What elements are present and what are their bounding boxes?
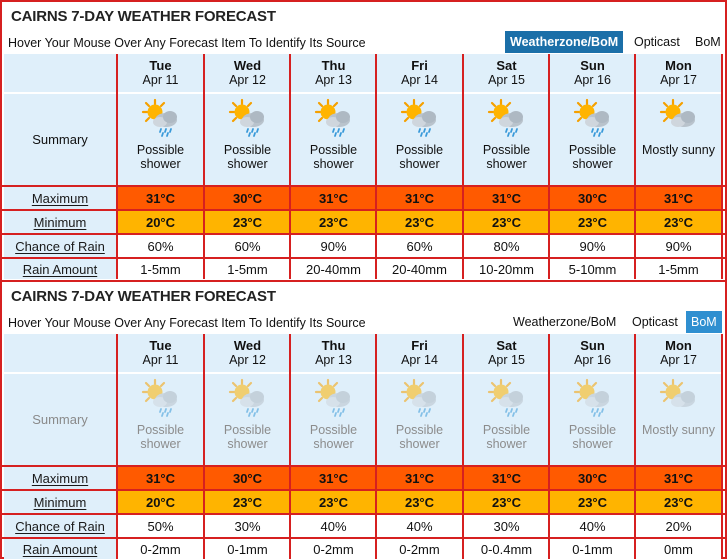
max-value[interactable]: 31°C xyxy=(118,187,203,209)
row-rain_amount xyxy=(2,259,725,279)
day-date: Apr 12 xyxy=(229,353,266,367)
row-label-text[interactable]: Maximum xyxy=(31,470,89,486)
sun-cloud-shower-icon xyxy=(226,98,270,141)
summary-text: Possible shower xyxy=(309,143,358,171)
day-name: Sun xyxy=(580,338,605,353)
day-header xyxy=(636,54,721,92)
summary-text: Possible shower xyxy=(223,423,272,451)
row-label-text[interactable]: Maximum xyxy=(31,190,89,206)
row-label-rain_amount xyxy=(4,259,116,279)
day-name: Tue xyxy=(149,58,172,73)
day-name: Mon xyxy=(665,58,692,73)
day-date: Apr 11 xyxy=(142,73,179,87)
summary-cell[interactable] xyxy=(377,94,462,185)
max-value[interactable]: 30°C xyxy=(550,467,635,489)
summary-cell[interactable] xyxy=(464,94,549,185)
grid-divider xyxy=(721,54,723,279)
day-date: Apr 16 xyxy=(574,73,611,87)
rain_amount-value[interactable]: 0-1mm xyxy=(550,539,635,559)
day-header xyxy=(377,54,462,92)
row-min xyxy=(2,211,725,233)
row-label-max xyxy=(4,187,116,209)
max-value[interactable]: 31°C xyxy=(636,467,721,489)
day-date: Apr 16 xyxy=(574,353,611,367)
row-label-text[interactable]: Rain Amount xyxy=(22,261,98,277)
day-name: Sun xyxy=(580,58,605,73)
sun-cloud-shower-icon xyxy=(312,98,356,141)
row-label-min xyxy=(4,491,116,513)
rain_chance-value[interactable]: 90% xyxy=(291,235,376,257)
summary-label: Summary xyxy=(32,412,88,427)
summary-cell[interactable] xyxy=(550,94,635,185)
day-date: Apr 12 xyxy=(229,73,266,87)
max-value[interactable]: 31°C xyxy=(291,467,376,489)
row-min xyxy=(2,491,725,513)
summary-cell[interactable] xyxy=(377,374,462,465)
summary-text: Possible shower xyxy=(395,143,444,171)
min-value[interactable]: 23°C xyxy=(291,491,376,513)
rain_chance-value[interactable]: 30% xyxy=(205,515,290,537)
summary-text: Possible shower xyxy=(136,423,185,451)
row-label-text[interactable]: Chance of Rain xyxy=(15,238,105,254)
summary-text: Possible shower xyxy=(309,423,358,451)
row-icon xyxy=(2,374,725,465)
row-max xyxy=(2,467,725,489)
grid-divider xyxy=(203,54,205,279)
day-header xyxy=(464,334,549,372)
min-value[interactable]: 23°C xyxy=(636,211,721,233)
max-value[interactable]: 30°C xyxy=(205,467,290,489)
row-label-max xyxy=(4,467,116,489)
rain_amount-value[interactable]: 1-5mm xyxy=(118,259,203,279)
grid-divider xyxy=(634,54,636,279)
min-value[interactable]: 20°C xyxy=(118,211,203,233)
min-value[interactable]: 20°C xyxy=(118,491,203,513)
grid-divider xyxy=(375,54,377,279)
day-date: Apr 17 xyxy=(660,73,697,87)
row-head xyxy=(2,334,725,372)
rain_amount-value[interactable]: 0-2mm xyxy=(291,539,376,559)
sun-cloud-shower-icon xyxy=(571,378,615,421)
row-label-rain_chance xyxy=(4,515,116,537)
summary-text: Possible shower xyxy=(568,143,617,171)
rain_amount-value[interactable]: 10-20mm xyxy=(464,259,549,279)
rain_amount-value[interactable]: 5-10mm xyxy=(550,259,635,279)
summary-text: Possible shower xyxy=(395,423,444,451)
row-head xyxy=(2,54,725,92)
rain_amount-value[interactable]: 0-2mm xyxy=(377,539,462,559)
grid-divider xyxy=(2,209,725,211)
grid-divider xyxy=(2,537,725,539)
forecast-grid xyxy=(2,54,725,279)
sun-cloud-shower-icon xyxy=(312,378,356,421)
row-label-rain_chance xyxy=(4,235,116,257)
day-date: Apr 15 xyxy=(488,73,525,87)
forecast-panel-bom xyxy=(2,280,725,557)
sun-cloud-icon xyxy=(657,98,701,141)
rain_amount-value[interactable]: 1-5mm xyxy=(636,259,721,279)
sun-cloud-icon xyxy=(657,378,701,421)
sun-cloud-shower-icon xyxy=(485,378,529,421)
rain_chance-value[interactable]: 80% xyxy=(464,235,549,257)
summary-label-cell xyxy=(4,94,116,185)
row-label-text[interactable]: Minimum xyxy=(33,494,87,510)
row-label-text[interactable]: Rain Amount xyxy=(22,541,98,557)
grid-divider xyxy=(548,334,550,559)
day-name: Fri xyxy=(411,338,428,353)
day-name: Fri xyxy=(411,58,428,73)
day-date: Apr 14 xyxy=(401,353,438,367)
grid-divider xyxy=(721,334,723,559)
sun-cloud-shower-icon xyxy=(139,98,183,141)
summary-text: Mostly sunny xyxy=(642,423,715,437)
hover-instruction: Hover Your Mouse Over Any Forecast Item To Identify Its Source xyxy=(8,36,366,50)
grid-divider xyxy=(116,334,118,559)
summary-cell[interactable] xyxy=(118,374,203,465)
day-date: Apr 11 xyxy=(142,353,179,367)
forecast-grid xyxy=(2,334,725,559)
corner-cell xyxy=(4,334,116,372)
row-icon xyxy=(2,94,725,185)
row-rain_chance xyxy=(2,515,725,537)
max-value[interactable]: 31°C xyxy=(291,187,376,209)
summary-label: Summary xyxy=(32,132,88,147)
grid-divider xyxy=(2,185,725,187)
rain_chance-value[interactable]: 50% xyxy=(118,515,203,537)
max-value[interactable]: 31°C xyxy=(377,187,462,209)
rain_amount-value[interactable]: 0mm xyxy=(636,539,721,559)
max-value[interactable]: 31°C xyxy=(464,187,549,209)
day-date: Apr 14 xyxy=(401,73,438,87)
row-rain_amount xyxy=(2,539,725,559)
day-header xyxy=(118,334,203,372)
row-rain_chance xyxy=(2,235,725,257)
summary-cell[interactable] xyxy=(118,94,203,185)
rain_chance-value[interactable]: 40% xyxy=(550,515,635,537)
day-header xyxy=(205,334,290,372)
grid-divider xyxy=(375,334,377,559)
day-name: Wed xyxy=(233,338,262,353)
min-value[interactable]: 23°C xyxy=(205,211,290,233)
rain_amount-value[interactable]: 20-40mm xyxy=(377,259,462,279)
day-header xyxy=(464,54,549,92)
day-date: Apr 13 xyxy=(315,73,352,87)
day-name: Sat xyxy=(496,58,517,73)
summary-cell[interactable] xyxy=(550,374,635,465)
tab-weatherzone-bom[interactable]: Weatherzone/BoM xyxy=(505,31,623,53)
tab-opticast[interactable]: Opticast xyxy=(632,315,678,329)
summary-cell[interactable] xyxy=(464,374,549,465)
max-value[interactable]: 31°C xyxy=(464,467,549,489)
grid-divider xyxy=(2,233,725,235)
tab-bom[interactable]: BoM xyxy=(686,311,722,333)
max-value[interactable]: 30°C xyxy=(550,187,635,209)
grid-divider xyxy=(2,465,725,467)
max-value[interactable]: 31°C xyxy=(118,467,203,489)
day-name: Wed xyxy=(233,58,262,73)
rain_chance-value[interactable]: 40% xyxy=(377,515,462,537)
summary-label-cell xyxy=(4,374,116,465)
grid-divider xyxy=(116,54,118,279)
max-value[interactable]: 30°C xyxy=(205,187,290,209)
summary-cell[interactable] xyxy=(205,94,290,185)
rain_amount-value[interactable]: 20-40mm xyxy=(291,259,376,279)
sun-cloud-shower-icon xyxy=(485,98,529,141)
rain_chance-value[interactable]: 60% xyxy=(377,235,462,257)
max-value[interactable]: 31°C xyxy=(636,187,721,209)
tab-weatherzone-bom[interactable]: Weatherzone/BoM xyxy=(513,315,617,329)
min-value[interactable]: 23°C xyxy=(464,491,549,513)
min-value[interactable]: 23°C xyxy=(636,491,721,513)
day-date: Apr 13 xyxy=(315,353,352,367)
sun-cloud-shower-icon xyxy=(398,98,442,141)
summary-cell[interactable] xyxy=(636,374,721,465)
row-max xyxy=(2,187,725,209)
grid-divider xyxy=(634,334,636,559)
grid-divider xyxy=(462,54,464,279)
day-name: Tue xyxy=(149,338,172,353)
rain_chance-value[interactable]: 20% xyxy=(636,515,721,537)
day-header xyxy=(205,54,290,92)
min-value[interactable]: 23°C xyxy=(377,491,462,513)
rain_amount-value[interactable]: 0-1mm xyxy=(205,539,290,559)
day-header xyxy=(291,54,376,92)
min-value[interactable]: 23°C xyxy=(550,211,635,233)
grid-divider xyxy=(289,334,291,559)
row-label-text[interactable]: Chance of Rain xyxy=(15,518,105,534)
forecast-title: CAIRNS 7-DAY WEATHER FORECAST xyxy=(11,288,276,305)
sun-cloud-shower-icon xyxy=(226,378,270,421)
summary-text: Possible shower xyxy=(482,143,531,171)
summary-text: Possible shower xyxy=(136,143,185,171)
sun-cloud-shower-icon xyxy=(398,378,442,421)
hover-instruction: Hover Your Mouse Over Any Forecast Item To Identify Its Source xyxy=(8,316,366,330)
day-header xyxy=(550,54,635,92)
min-value[interactable]: 23°C xyxy=(205,491,290,513)
summary-text: Mostly sunny xyxy=(642,143,715,157)
row-label-text[interactable]: Minimum xyxy=(33,214,87,230)
summary-cell[interactable] xyxy=(291,374,376,465)
min-value[interactable]: 23°C xyxy=(550,491,635,513)
day-header xyxy=(377,334,462,372)
rain_chance-value[interactable]: 60% xyxy=(118,235,203,257)
grid-divider xyxy=(289,54,291,279)
tab-bom[interactable]: BoM xyxy=(695,35,721,49)
min-value[interactable]: 23°C xyxy=(464,211,549,233)
summary-text: Possible shower xyxy=(482,423,531,451)
corner-cell xyxy=(4,54,116,92)
sun-cloud-shower-icon xyxy=(139,378,183,421)
row-label-rain_amount xyxy=(4,539,116,559)
day-header xyxy=(550,334,635,372)
day-name: Thu xyxy=(321,58,346,73)
day-name: Sat xyxy=(496,338,517,353)
day-name: Mon xyxy=(665,338,692,353)
grid-divider xyxy=(2,513,725,515)
day-header xyxy=(118,54,203,92)
summary-text: Possible shower xyxy=(568,423,617,451)
grid-divider xyxy=(548,54,550,279)
max-value[interactable]: 31°C xyxy=(377,467,462,489)
min-value[interactable]: 23°C xyxy=(377,211,462,233)
grid-divider xyxy=(2,489,725,491)
day-date: Apr 15 xyxy=(488,353,525,367)
day-name: Thu xyxy=(321,338,346,353)
grid-divider xyxy=(462,334,464,559)
rain_chance-value[interactable]: 90% xyxy=(550,235,635,257)
rain_chance-value[interactable]: 60% xyxy=(205,235,290,257)
day-header xyxy=(291,334,376,372)
rain_chance-value[interactable]: 90% xyxy=(636,235,721,257)
rain_amount-value[interactable]: 0-0.4mm xyxy=(464,539,549,559)
summary-cell[interactable] xyxy=(636,94,721,185)
grid-divider xyxy=(2,257,725,259)
sun-cloud-shower-icon xyxy=(571,98,615,141)
summary-cell[interactable] xyxy=(291,94,376,185)
tab-opticast[interactable]: Opticast xyxy=(634,35,680,49)
forecast-title: CAIRNS 7-DAY WEATHER FORECAST xyxy=(11,8,276,25)
forecast-panel-weatherzone xyxy=(2,2,725,279)
min-value[interactable]: 23°C xyxy=(291,211,376,233)
rain_amount-value[interactable]: 1-5mm xyxy=(205,259,290,279)
grid-divider xyxy=(203,334,205,559)
row-label-min xyxy=(4,211,116,233)
rain_chance-value[interactable]: 40% xyxy=(291,515,376,537)
rain_amount-value[interactable]: 0-2mm xyxy=(118,539,203,559)
rain_chance-value[interactable]: 30% xyxy=(464,515,549,537)
summary-text: Possible shower xyxy=(223,143,272,171)
day-date: Apr 17 xyxy=(660,353,697,367)
summary-cell[interactable] xyxy=(205,374,290,465)
day-header xyxy=(636,334,721,372)
